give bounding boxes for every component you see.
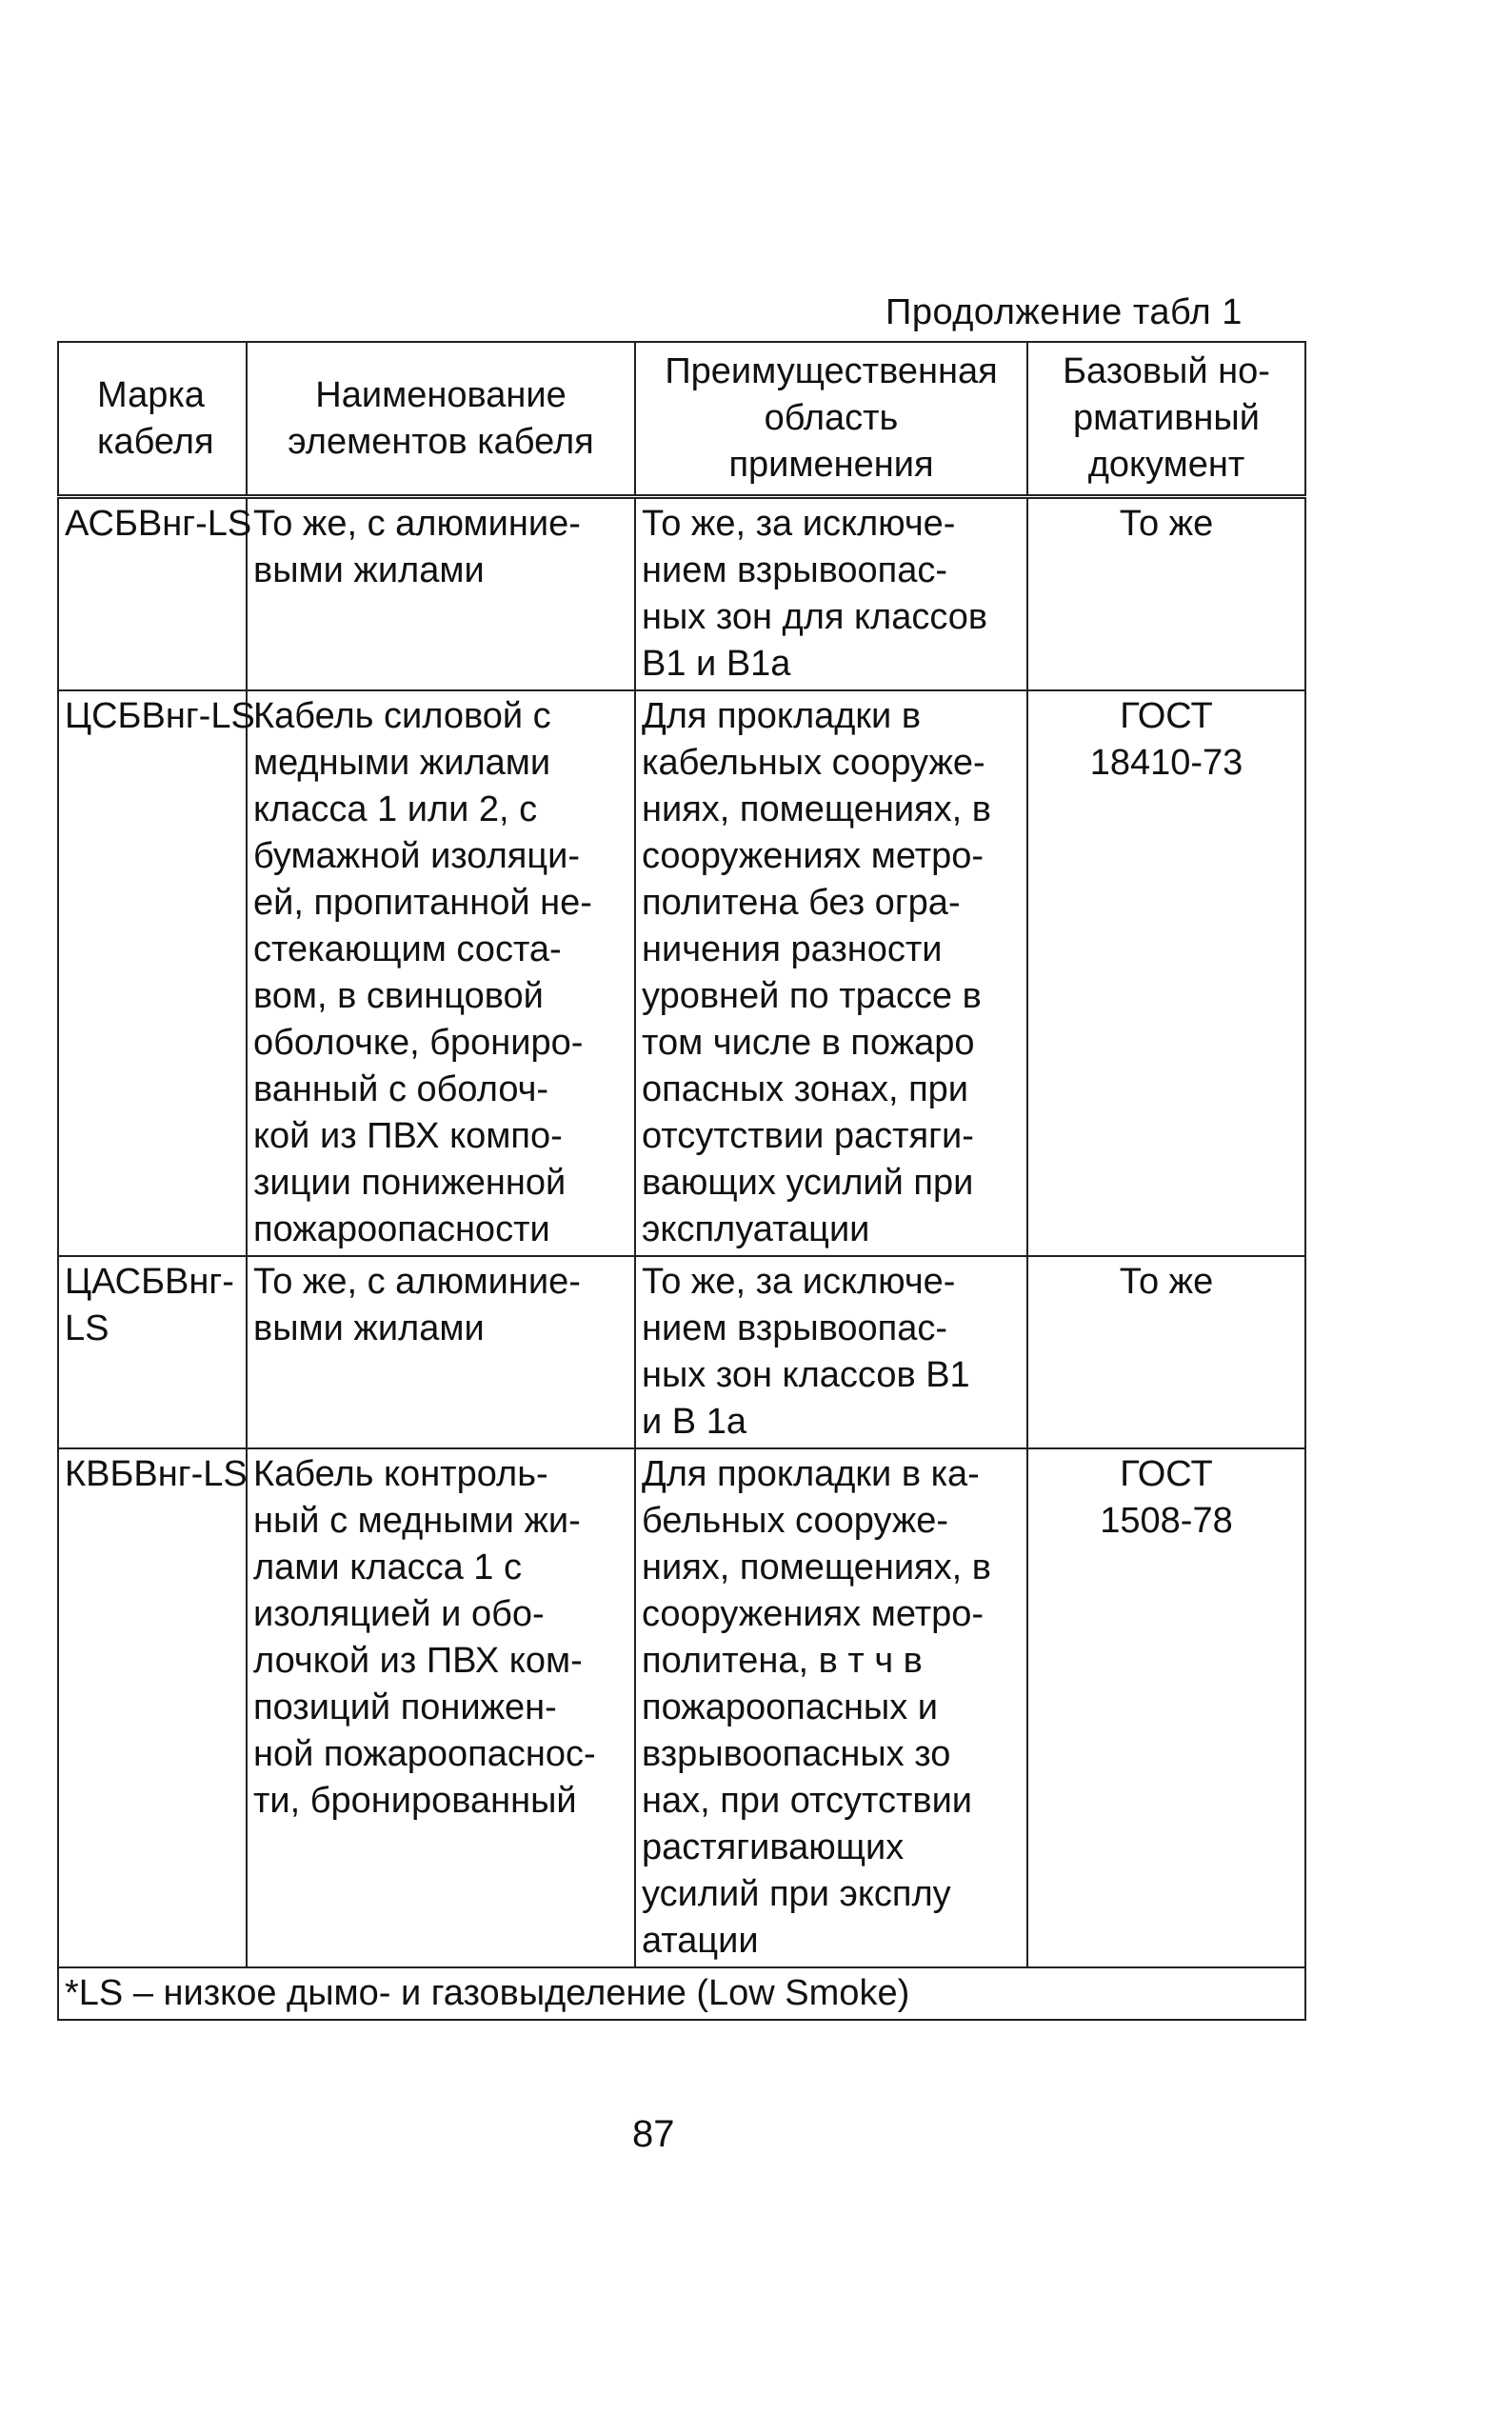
cell-line: политена, в т ч в	[642, 1641, 923, 1681]
cell-line: кой из ПВХ компо-	[253, 1116, 563, 1156]
cell-line: ной пожароопаснос-	[253, 1734, 596, 1774]
cell-line: ванный с оболоч-	[253, 1069, 549, 1109]
cable-table-container	[57, 341, 1304, 2021]
table-row	[58, 1256, 1305, 1448]
cell-line: пожароопасности	[253, 1209, 550, 1249]
cell-line: медными жилами	[253, 743, 551, 783]
cell-line: 18410-73	[1089, 743, 1243, 783]
cell-line: ЦАСБВнг-	[65, 1262, 234, 1302]
cell-line: сооружениях метро-	[642, 836, 985, 876]
cell-line: ный с медными жи-	[253, 1501, 581, 1541]
cell-line: ей, пропитанной не-	[253, 883, 592, 923]
cell-line: растягивающих	[642, 1827, 905, 1867]
header-marka-line: кабеля	[97, 421, 214, 462]
cell-line: опасных зонах, при	[642, 1069, 969, 1109]
cell-line: 1508-78	[1100, 1501, 1233, 1541]
cell-line: КВБВнг-LS	[65, 1454, 248, 1494]
header-name-line: Наименование	[315, 374, 567, 415]
cell-line: усилий при эксплу	[642, 1874, 951, 1914]
cell-line: позиций понижен-	[253, 1687, 557, 1727]
cell-line: ниях, помещениях, в	[642, 1547, 991, 1587]
cell-line: кабельных сооруже-	[642, 743, 985, 783]
header-name-line: элементов кабеля	[288, 421, 594, 462]
cell-line: То же	[1119, 1262, 1214, 1302]
cell-line: Для прокладки в	[642, 696, 922, 736]
table-row	[58, 690, 1305, 1256]
cell-marka	[58, 1448, 247, 1967]
cell-name	[247, 497, 635, 691]
cell-line: ных зон для классов	[642, 597, 988, 637]
cell-line: нием взрывоопас-	[642, 550, 948, 590]
cell-line: лами класса 1 с	[253, 1547, 522, 1587]
cell-line: выми жилами	[253, 1308, 485, 1348]
cell-line: Для прокладки в ка-	[642, 1454, 980, 1494]
cell-line: лочкой из ПВХ ком-	[253, 1641, 583, 1681]
header-name	[247, 342, 635, 497]
cell-line: бумажной изоляци-	[253, 836, 581, 876]
footnote-row	[58, 1967, 1305, 2020]
cell-line: АСБВнг-LS	[65, 504, 252, 544]
header-area	[635, 342, 1027, 497]
cell-line: эксплуатации	[642, 1209, 870, 1249]
cell-line: пожароопасных и	[642, 1687, 939, 1727]
header-marka	[58, 342, 247, 497]
cable-table	[57, 341, 1306, 2021]
cell-line: политена без огра-	[642, 883, 961, 923]
table-caption: Продолжение табл 1	[885, 292, 1243, 332]
cell-line: ГОСТ	[1120, 1454, 1213, 1494]
cell-line: ГОСТ	[1120, 696, 1213, 736]
table-row	[58, 497, 1305, 691]
cell-line: ничения разности	[642, 929, 943, 969]
cell-line: В1 и В1а	[642, 644, 791, 684]
cell-line: оболочке, брониро-	[253, 1023, 584, 1063]
cell-line: изоляцией и обо-	[253, 1594, 545, 1634]
cell-line: ниях, помещениях, в	[642, 789, 991, 829]
cell-name	[247, 690, 635, 1256]
cell-name	[247, 1448, 635, 1967]
cell-line: То же, за исключе-	[642, 1262, 956, 1302]
cell-doc	[1027, 690, 1305, 1256]
cell-line: класса 1 или 2, с	[253, 789, 538, 829]
cell-line: То же, с алюминие-	[253, 504, 581, 544]
cell-line: Кабель контроль-	[253, 1454, 548, 1494]
cell-name	[247, 1256, 635, 1448]
cell-line: зиции пониженной	[253, 1163, 567, 1203]
cell-line: ЦСБВнг-LS	[65, 696, 255, 736]
cell-line: ти, бронированный	[253, 1781, 577, 1821]
header-doc	[1027, 342, 1305, 497]
cell-line: бельных сооруже-	[642, 1501, 949, 1541]
cell-line: выми жилами	[253, 550, 485, 590]
header-marka-line: Марка	[97, 374, 205, 415]
cell-area	[635, 1256, 1027, 1448]
cell-line: отсутствии растяги-	[642, 1116, 974, 1156]
cell-line: LS	[65, 1308, 109, 1348]
header-doc-line: документ	[1087, 445, 1245, 485]
cell-line: атации	[642, 1921, 759, 1961]
page-number: 87	[632, 2113, 675, 2155]
cell-line: То же	[1119, 504, 1214, 544]
table-row	[58, 1448, 1305, 1967]
cell-marka	[58, 497, 252, 691]
header-doc-line: рмативный	[1073, 398, 1260, 438]
cell-line: То же, за исключе-	[642, 504, 956, 544]
cell-line: вающих усилий при	[642, 1163, 974, 1203]
cell-line: нах, при отсутствии	[642, 1781, 973, 1821]
cell-line: ных зон классов В1	[642, 1355, 970, 1395]
header-area-line: Преимущественная	[665, 351, 998, 391]
table-header-row	[58, 342, 1305, 497]
cell-line: том числе в пожаро	[642, 1023, 975, 1063]
cell-marka	[58, 1256, 247, 1448]
footnote: *LS – низкое дымо- и газовыделение (Low Smoke)	[58, 1967, 1305, 2020]
cell-line: уровней по трассе в	[642, 976, 982, 1016]
cell-area	[635, 690, 1027, 1256]
cell-line: и В 1а	[642, 1402, 746, 1442]
cell-line: вом, в свинцовой	[253, 976, 544, 1016]
cell-doc	[1027, 1256, 1305, 1448]
cell-line: нием взрывоопас-	[642, 1308, 948, 1348]
cell-area	[635, 497, 1027, 691]
cell-line: То же, с алюминие-	[253, 1262, 581, 1302]
cell-area	[635, 1448, 1027, 1967]
cell-line: взрывоопасных зо	[642, 1734, 951, 1774]
cell-doc	[1027, 497, 1305, 691]
header-doc-line: Базовый но-	[1063, 351, 1270, 391]
cell-line: Кабель силовой с	[253, 696, 551, 736]
header-area-line: область	[764, 398, 899, 438]
cell-doc	[1027, 1448, 1305, 1967]
cell-line: стекающим соста-	[253, 929, 562, 969]
cell-marka	[58, 690, 255, 1256]
cell-line: сооружениях метро-	[642, 1594, 985, 1634]
header-area-line: применения	[728, 445, 934, 485]
